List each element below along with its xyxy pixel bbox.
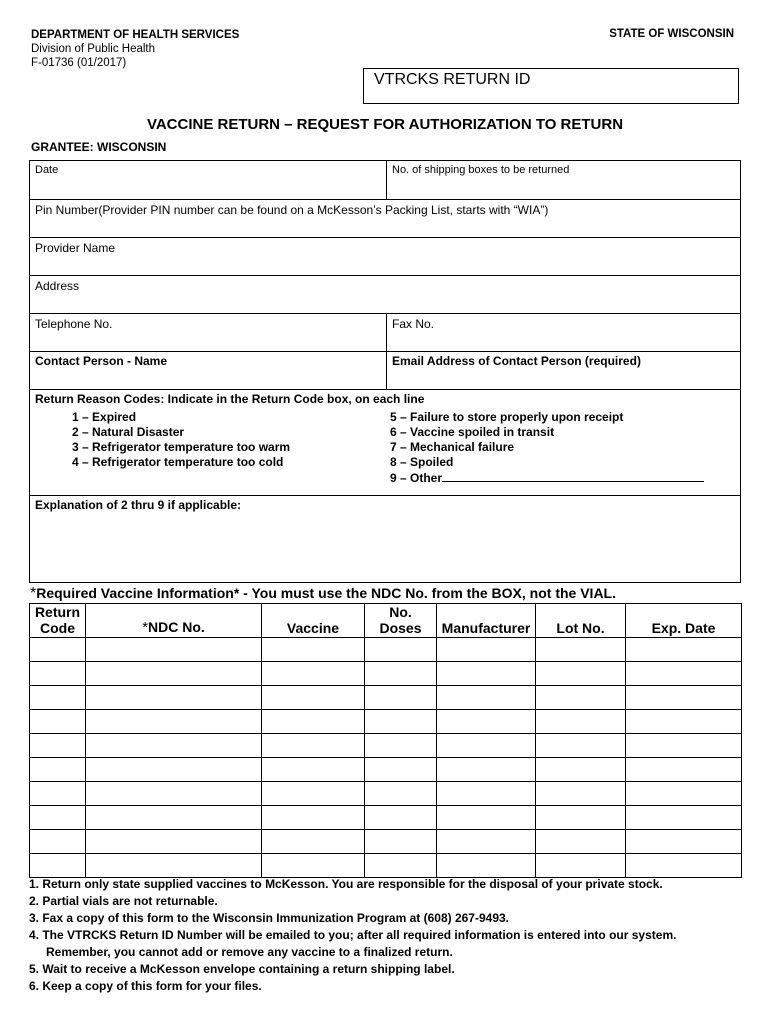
manufacturer-cell[interactable] [437,854,536,878]
table-row [30,710,742,734]
pin-number-field[interactable]: Pin Number(Provider PIN number can be found on a McKesson’s Packing List, starts with “WIA”) [35,203,549,217]
row-divider [30,313,740,314]
return-code-cell[interactable] [30,662,86,686]
row-divider [30,351,740,352]
table-row [30,854,742,878]
instructions-list [29,876,676,995]
exp-date-cell[interactable] [626,830,742,854]
doses-cell[interactable] [365,710,437,734]
vaccine-cell[interactable] [262,662,365,686]
reason-code-9-label: 9 – Other [390,471,443,485]
vaccine-cell[interactable] [262,734,365,758]
col-return-code: Return Code [30,604,86,638]
return-reasons-right [390,410,704,486]
table-row [30,734,742,758]
ndc-cell[interactable] [86,734,262,758]
required-star: * [30,585,37,602]
ndc-cell[interactable] [86,782,262,806]
vaccine-cell[interactable] [262,758,365,782]
reason-code-6: 6 – Vaccine spoiled in transit [390,425,555,439]
instruction-item: 1. Return only state supplied vaccines to McKesson. You are responsible for the disposal of your private stock. [29,877,663,891]
column-divider [386,313,387,389]
manufacturer-cell[interactable] [437,758,536,782]
exp-date-cell[interactable] [626,710,742,734]
vaccine-cell[interactable] [262,638,365,662]
return-code-cell[interactable] [30,830,86,854]
form-number: F-01736 (01/2017) [31,57,127,69]
address-field[interactable]: Address [35,279,80,293]
row-divider [30,275,740,276]
manufacturer-cell[interactable] [437,662,536,686]
reason-code-7: 7 – Mechanical failure [390,440,515,454]
manufacturer-cell[interactable] [437,710,536,734]
exp-date-cell[interactable] [626,854,742,878]
table-row [30,758,742,782]
lot-cell[interactable] [536,782,626,806]
table-row [30,782,742,806]
provider-name-field[interactable]: Provider Name [35,241,116,255]
instruction-item: 5. Wait to receive a McKesson envelope containing a return shipping label. [29,962,455,976]
vaccine-cell[interactable] [262,854,365,878]
table-row [30,638,742,662]
doses-cell[interactable] [365,662,437,686]
vaccine-cell[interactable] [262,782,365,806]
exp-date-cell[interactable] [626,734,742,758]
lot-cell[interactable] [536,638,626,662]
table-row [30,686,742,710]
email-field[interactable]: Email Address of Contact Person (required) [392,354,641,368]
ndc-cell[interactable] [86,686,262,710]
instruction-item: 3. Fax a copy of this form to the Wisconsin Immunization Program at (608) 267-9493. [29,911,510,925]
instruction-item: Remember, you cannot add or remove any vaccine to a finalized return. [46,945,453,959]
explanation-field[interactable]: Explanation of 2 thru 9 if applicable: [35,498,242,512]
vaccine-cell[interactable] [262,686,365,710]
lot-cell[interactable] [536,830,626,854]
required-vaccine-info-text: Required Vaccine Information* - You must use the NDC No. from the BOX, not the VIAL. [36,585,616,601]
return-code-cell[interactable] [30,806,86,830]
department-name: DEPARTMENT OF HEALTH SERVICES [31,29,240,41]
ndc-cell[interactable] [86,662,262,686]
doses-cell[interactable] [365,854,437,878]
vaccine-cell[interactable] [262,830,365,854]
other-reason-line[interactable] [442,470,704,482]
exp-date-cell[interactable] [626,806,742,830]
manufacturer-cell[interactable] [437,830,536,854]
lot-cell[interactable] [536,734,626,758]
reason-code-3: 3 – Refrigerator temperature too warm [72,440,291,454]
exp-date-cell[interactable] [626,638,742,662]
return-code-cell[interactable] [30,710,86,734]
col-manufacturer: Manufacturer [437,604,536,638]
vaccine-table [29,603,742,878]
ndc-cell[interactable] [86,758,262,782]
contact-person-field[interactable]: Contact Person - Name [35,354,168,368]
vaccine-cell[interactable] [262,806,365,830]
doses-cell[interactable] [365,734,437,758]
table-row [30,806,742,830]
doses-cell[interactable] [365,806,437,830]
return-code-cell[interactable] [30,854,86,878]
state-name: STATE OF WISCONSIN [609,28,734,40]
lot-cell[interactable] [536,686,626,710]
lot-cell[interactable] [536,662,626,686]
form-title: VACCINE RETURN – REQUEST FOR AUTHORIZATION TO RETURN [146,116,624,133]
exp-date-cell[interactable] [626,758,742,782]
reason-code-9 [390,470,704,486]
return-code-cell[interactable] [30,686,86,710]
col-ndc-no: *NDC No. [86,604,262,638]
column-divider [386,161,387,199]
ndc-cell[interactable] [86,854,262,878]
telephone-field[interactable]: Telephone No. [35,317,113,331]
return-code-cell[interactable] [30,782,86,806]
doses-cell[interactable] [365,638,437,662]
reason-code-8: 8 – Spoiled [390,455,454,469]
exp-date-cell[interactable] [626,782,742,806]
col-lot-no: Lot No. [536,604,626,638]
vtrcks-return-id-label: VTRCKS RETURN ID [374,71,531,88]
ndc-cell[interactable] [86,710,262,734]
return-reason-heading: Return Reason Codes: Indicate in the Return Code box, on each line [35,392,425,406]
return-reasons-left [72,410,290,470]
fax-field[interactable]: Fax No. [392,317,435,331]
lot-cell[interactable] [536,710,626,734]
instruction-item: 4. The VTRCKS Return ID Number will be emailed to you; after all required information is entered into our system. [29,928,677,942]
table-header-row [30,604,742,638]
shipping-boxes-field[interactable]: No. of shipping boxes to be returned [392,164,570,176]
row-divider [30,237,740,238]
lot-cell[interactable] [536,806,626,830]
reason-code-2: 2 – Natural Disaster [72,425,185,439]
col-vaccine: Vaccine [262,604,365,638]
row-divider [30,495,740,496]
exp-date-cell[interactable] [626,662,742,686]
ndc-cell[interactable] [86,806,262,830]
doses-cell[interactable] [365,782,437,806]
grantee: GRANTEE: WISCONSIN [31,140,167,154]
exp-date-cell[interactable] [626,686,742,710]
manufacturer-cell[interactable] [437,734,536,758]
doses-cell[interactable] [365,686,437,710]
manufacturer-cell[interactable] [437,686,536,710]
table-row [30,830,742,854]
reason-code-4: 4 – Refrigerator temperature too cold [72,455,284,469]
lot-cell[interactable] [536,854,626,878]
col-no-doses: No. Doses [365,604,437,638]
manufacturer-cell[interactable] [437,638,536,662]
row-divider [30,199,740,200]
reason-code-1: 1 – Expired [72,410,137,424]
manufacturer-cell[interactable] [437,806,536,830]
provider-info-form [29,160,741,583]
lot-cell[interactable] [536,758,626,782]
ndc-cell[interactable] [86,638,262,662]
row-divider [30,389,740,390]
manufacturer-cell[interactable] [437,782,536,806]
return-code-cell[interactable] [30,734,86,758]
instruction-item: 2. Partial vials are not returnable. [29,894,218,908]
table-row [30,662,742,686]
date-field[interactable]: Date [35,164,59,176]
doses-cell[interactable] [365,830,437,854]
required-vaccine-info-heading [30,585,616,603]
doses-cell[interactable] [365,758,437,782]
header-left [31,28,239,70]
vaccine-cell[interactable] [262,710,365,734]
return-code-cell[interactable] [30,758,86,782]
instruction-item: 6. Keep a copy of this form for your files. [29,979,262,993]
vtrcks-return-id-box[interactable] [363,68,739,104]
col-exp-date: Exp. Date [626,604,742,638]
division-name: Division of Public Health [31,43,156,55]
ndc-cell[interactable] [86,830,262,854]
reason-code-5: 5 – Failure to store properly upon receipt [390,410,624,424]
return-code-cell[interactable] [30,638,86,662]
